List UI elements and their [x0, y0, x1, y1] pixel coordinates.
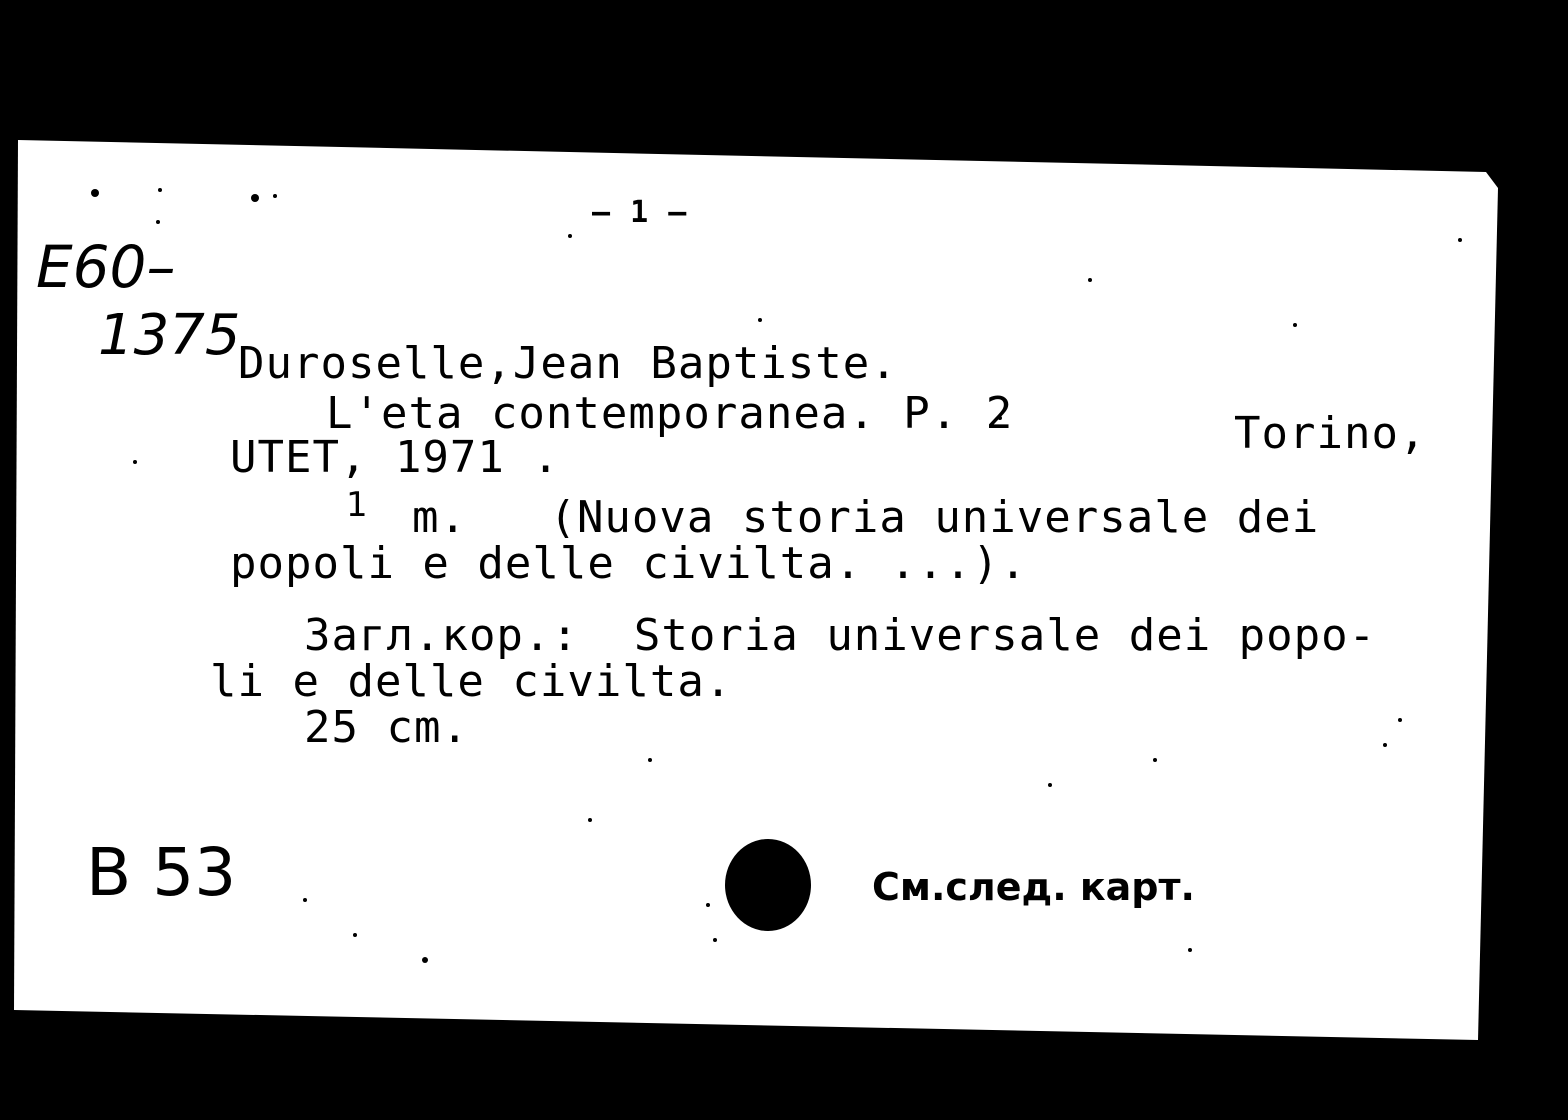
title-note-line-1: Загл.кор.: Storia universale dei popo-	[304, 610, 1377, 661]
punch-hole	[725, 839, 811, 931]
shelfmark-line-1: E60–	[36, 233, 176, 301]
series-line-2: popoli e delle civilta. ...).	[230, 538, 1028, 589]
publication-place: Torino,	[1234, 408, 1427, 459]
publisher-line: UTET, 1971 .	[230, 432, 560, 483]
page-marker: – 1 –	[592, 195, 688, 230]
author-heading: Duroselle,Jean Baptiste.	[238, 338, 898, 389]
title-note-line-2: li e delle civilta.	[210, 656, 733, 707]
series-line-1: m. (Nuova storia universale dei	[412, 492, 1320, 543]
shelfmark-line-2: 1375	[98, 303, 241, 368]
location-code: B 53	[86, 834, 237, 911]
continuation-note: См.след. карт.	[872, 865, 1195, 909]
dimensions: 25 cm.	[304, 702, 469, 753]
title-line: L'eta contemporanea. P. 2	[326, 388, 1014, 439]
extent-number: 1	[346, 485, 368, 525]
